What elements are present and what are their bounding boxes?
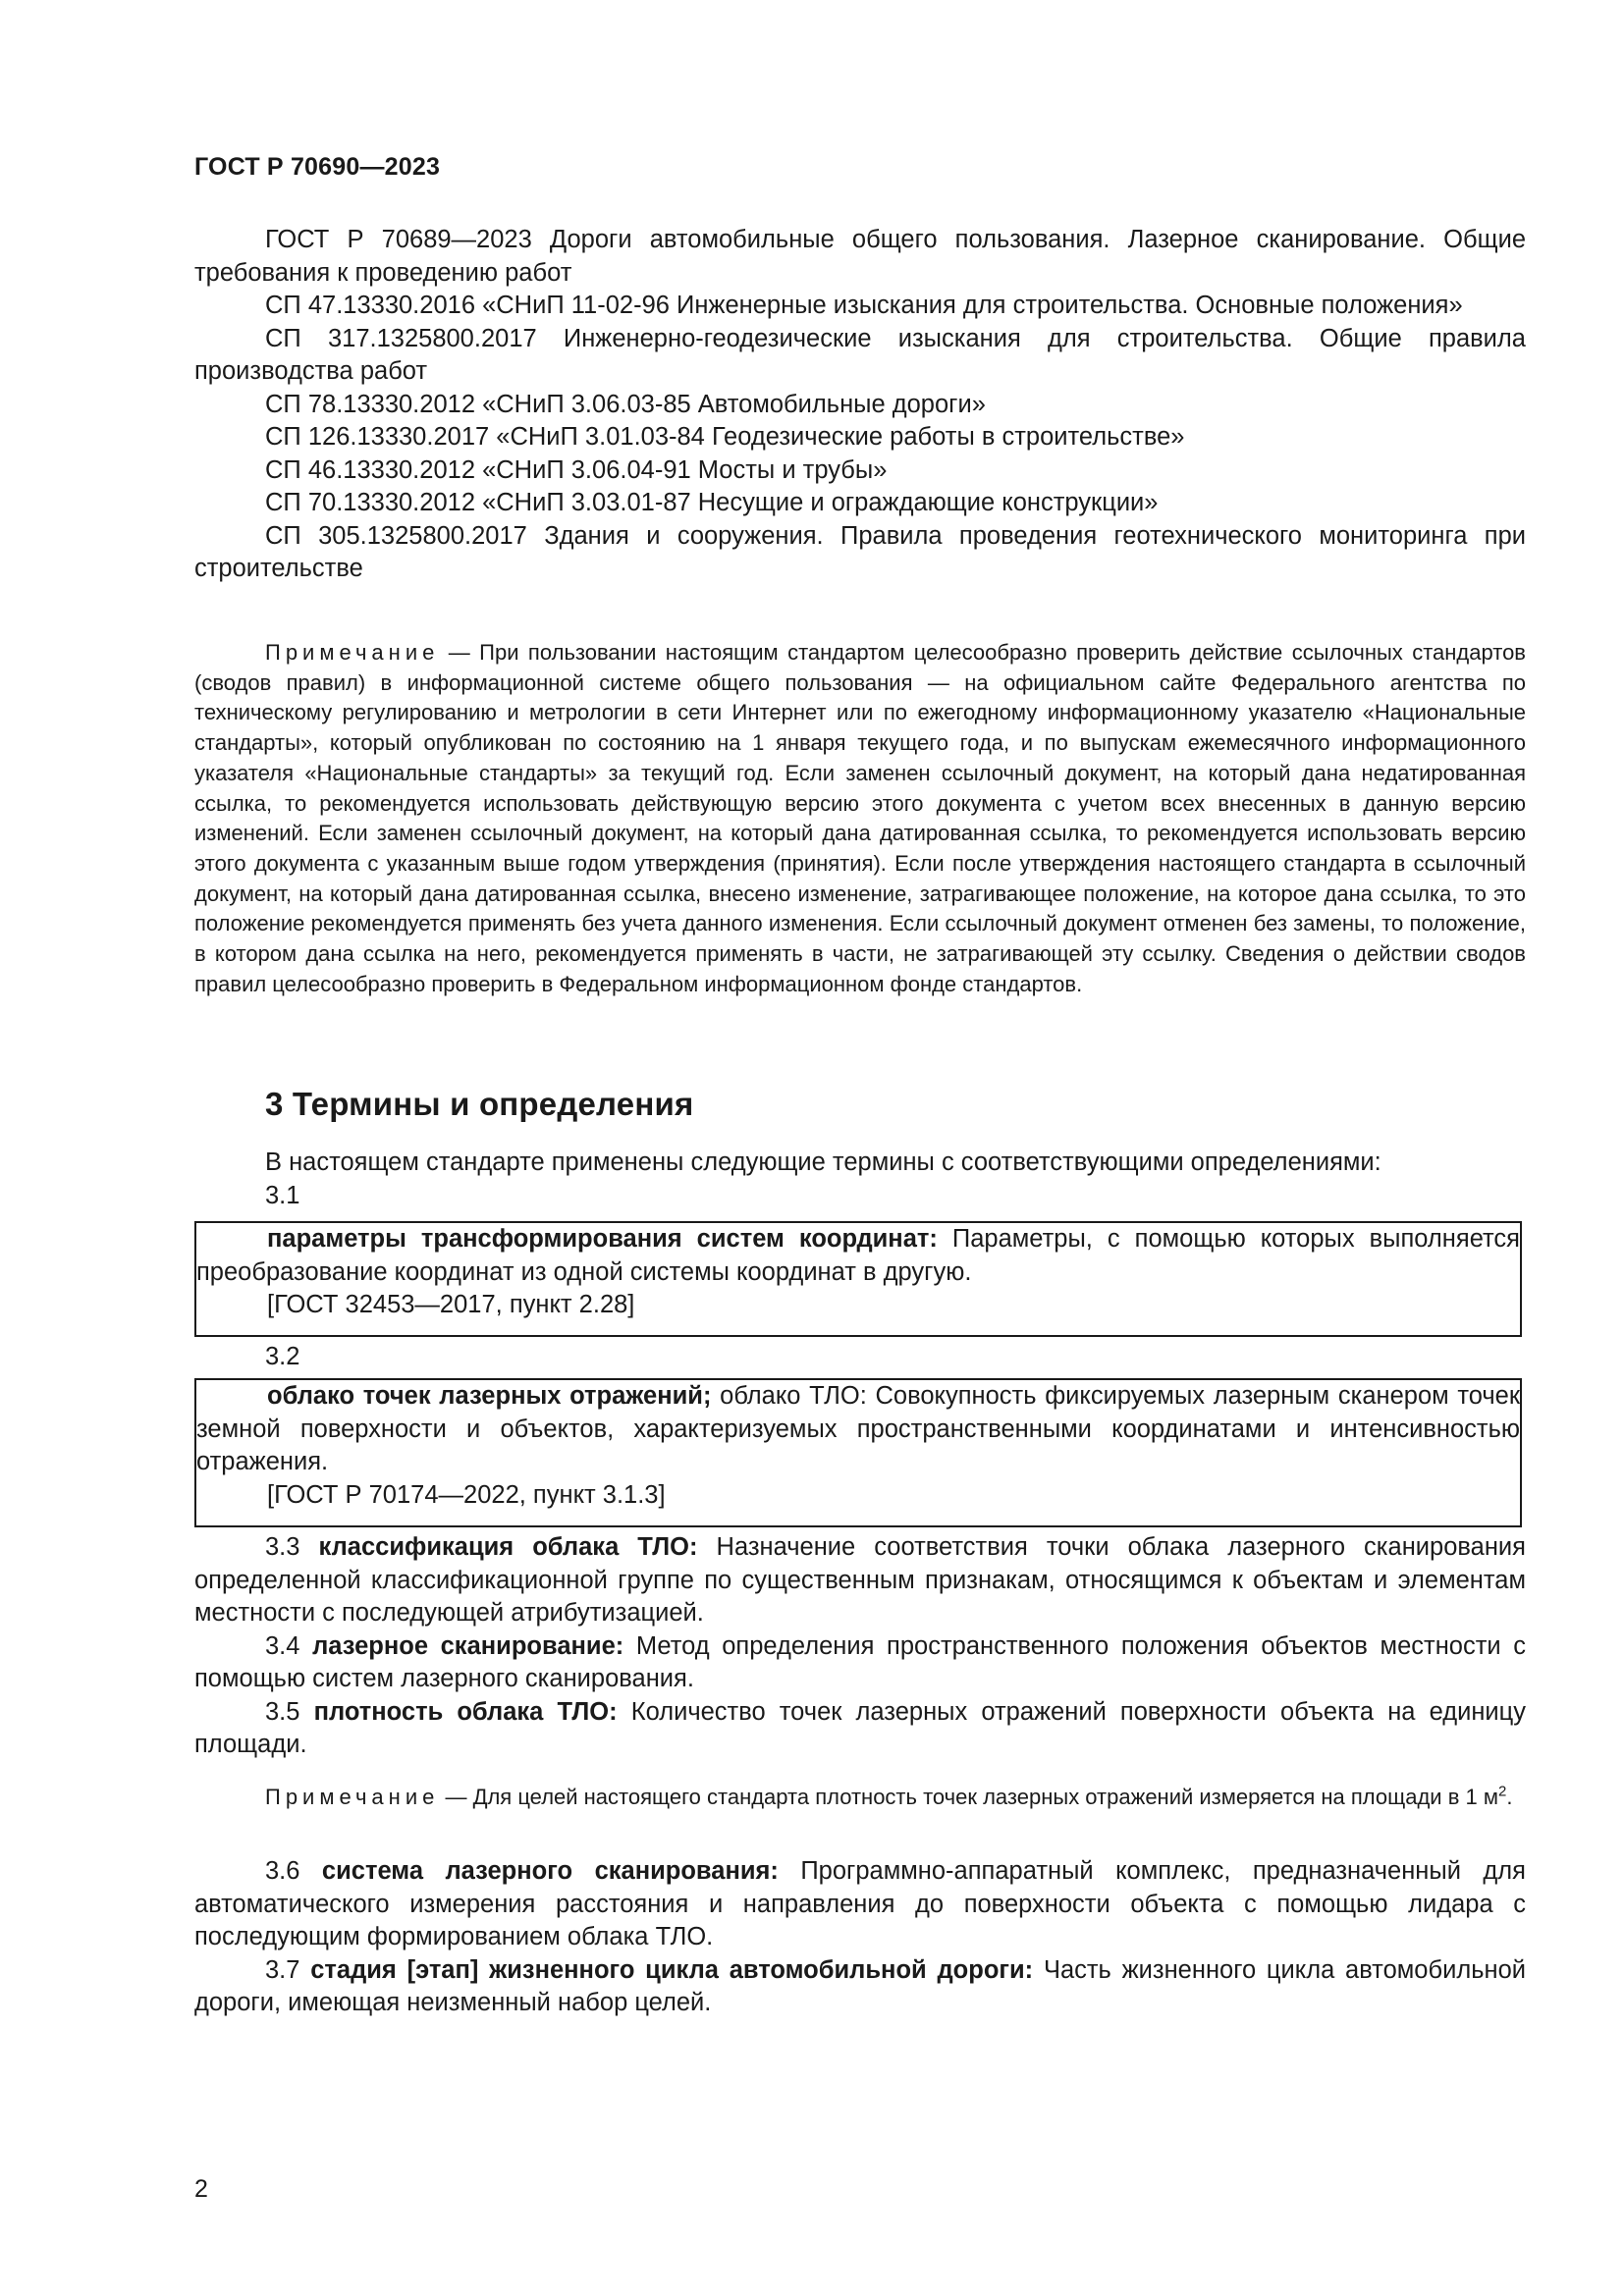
note-label: Примечание bbox=[265, 640, 440, 665]
reference-item: СП 47.13330.2016 «СНиП 11-02-96 Инженерные изыскания для строительства. Основные положения» bbox=[265, 292, 1463, 319]
term-3-5: 3.5 плотность облака ТЛО: Количество точек лазерных отражений поверхности объекта на единицу площади. bbox=[194, 1697, 1527, 1758]
term-number-3-2: 3.2 bbox=[265, 1343, 300, 1370]
term-definition: параметры трансформирования систем координат: Параметры, с помощью которых выполняется преобразование координат из одной системы координат в другую. bbox=[196, 1225, 1520, 1286]
term-number-3-1: 3.1 bbox=[265, 1182, 300, 1209]
term-box-3-2 bbox=[194, 1378, 1522, 1527]
reference-item: СП 46.13330.2012 «СНиП 3.06.04-91 Мосты и трубы» bbox=[265, 455, 888, 484]
term-box-3-1 bbox=[194, 1221, 1522, 1337]
reference-item: СП 305.1325800.2017 Здания и сооружения. Правила проведения геотехнического мониторинга при строительстве bbox=[194, 521, 1526, 582]
term-source: [ГОСТ 32453—2017, пункт 2.28] bbox=[267, 1291, 635, 1318]
term-3-3: 3.3 классификация облака ТЛО: Назначение соответствия точки облака лазерного сканирования определенной классификационной группе по существенным признакам, относящимся к объектам и элементам местности с последующей атрибутизацией. bbox=[194, 1533, 1526, 1627]
density-note: Примечание — Для целей настоящего стандарта плотность точек лазерных отражений измеряется на площади в 1 $м^2$. bbox=[265, 1783, 1513, 1809]
reference-item: СП 78.13330.2012 «СНиП 3.06.03-85 Автомобильные дороги» bbox=[265, 390, 986, 418]
normative-references-list bbox=[194, 224, 1526, 586]
document-id-header: ГОСТ Р 70690—2023 bbox=[194, 153, 441, 181]
term-definition: облако точек лазерных отражений; облако ТЛО: Совокупность фиксируемых лазерным сканером точек земной поверхности и объектов, характеризуемых пространственными координатами и интенсивностью отражения. bbox=[196, 1382, 1520, 1475]
terms-list bbox=[194, 1531, 1526, 1762]
reference-item: СП 126.13330.2017 «СНиП 3.01.03-84 Геодезические работы в строительстве» bbox=[265, 423, 1185, 451]
section-intro: В настоящем стандарте применены следующие термины с соответствующими определениями: bbox=[265, 1148, 1381, 1176]
term-3-6: 3.6 система лазерного сканирования: Программно-аппаратный комплекс, предназначенный для автоматического измерения расстояния и направления до поверхности объекта с помощью лидара с последующим формированием облака ТЛО. bbox=[194, 1857, 1526, 1950]
term-name: облако точек лазерных отражений; bbox=[267, 1382, 712, 1410]
term-3-4: 3.4 лазерное сканирование: Метод определения пространственного положения объектов местности с помощью систем лазерного сканирования. bbox=[194, 1631, 1526, 1692]
note-label: Примечание bbox=[265, 1785, 440, 1809]
section-title: 3 Термины и определения bbox=[265, 1086, 694, 1122]
term-3-7: 3.7 стадия [этап] жизненного цикла автомобильной дороги: Часть жизненного цикла автомобильной дороги, имеющая неизменный набор целей. bbox=[194, 1955, 1526, 2016]
reference-item: СП 70.13330.2012 «СНиП 3.03.01-87 Несущие и ограждающие конструкции» bbox=[265, 489, 1159, 516]
reference-item: СП 317.1325800.2017 Инженерно-геодезические изыскания для строительства. Общие правила производства работ bbox=[194, 324, 1526, 385]
reference-item: ГОСТ Р 70689—2023 Дороги автомобильные общего пользования. Лазерное сканирование. Общие требования к проведению работ bbox=[194, 226, 1526, 287]
terms-list-continued bbox=[194, 1855, 1526, 2020]
references-note bbox=[194, 638, 1526, 999]
page-number: 2 bbox=[194, 2175, 208, 2203]
term-source: [ГОСТ Р 70174—2022, пункт 3.1.3] bbox=[267, 1480, 666, 1509]
term-name: параметры трансформирования систем координат: bbox=[267, 1225, 938, 1253]
note-text: — При пользовании настоящим стандартом целесообразно проверить действие ссылочных стандартов (сводов правил) в информационной системе общего пользования — на официальном сайте Федерального агентства по техническому регулированию и метрологии в сети Интернет или по ежегодному информационному указателю «Национальные стандарты», который опубликован по состоянию на 1 января текущего года, и по выпускам ежемесячного информационного указателя «Национальные стандарты» за текущий год. Если заменен ссылочный документ, на который дана недатированная ссылка, то рекомендуется использовать действующую версию этого документа с учетом всех внесенных в данную версию изменений. Если заменен ссылочный документ, на который дана датированная ссылка, то рекомендуется использовать версию этого документа с указанным выше годом утверждения (принятия). Если после утверждения настоящего стандарта в ссылочный документ, на который дана датированная ссылка, внесено изменение, затрагивающее положение, на которое дана ссылка, то это положение рекомендуется применять без учета данного изменения. Если ссылочный документ отменен без замены, то положение, в котором дана ссылка на него, рекомендуется применять в части, не затрагивающей эту ссылку. Сведения о действии сводов правил целесообразно проверить в Федеральном информационном фонде стандартов. bbox=[194, 640, 1526, 996]
